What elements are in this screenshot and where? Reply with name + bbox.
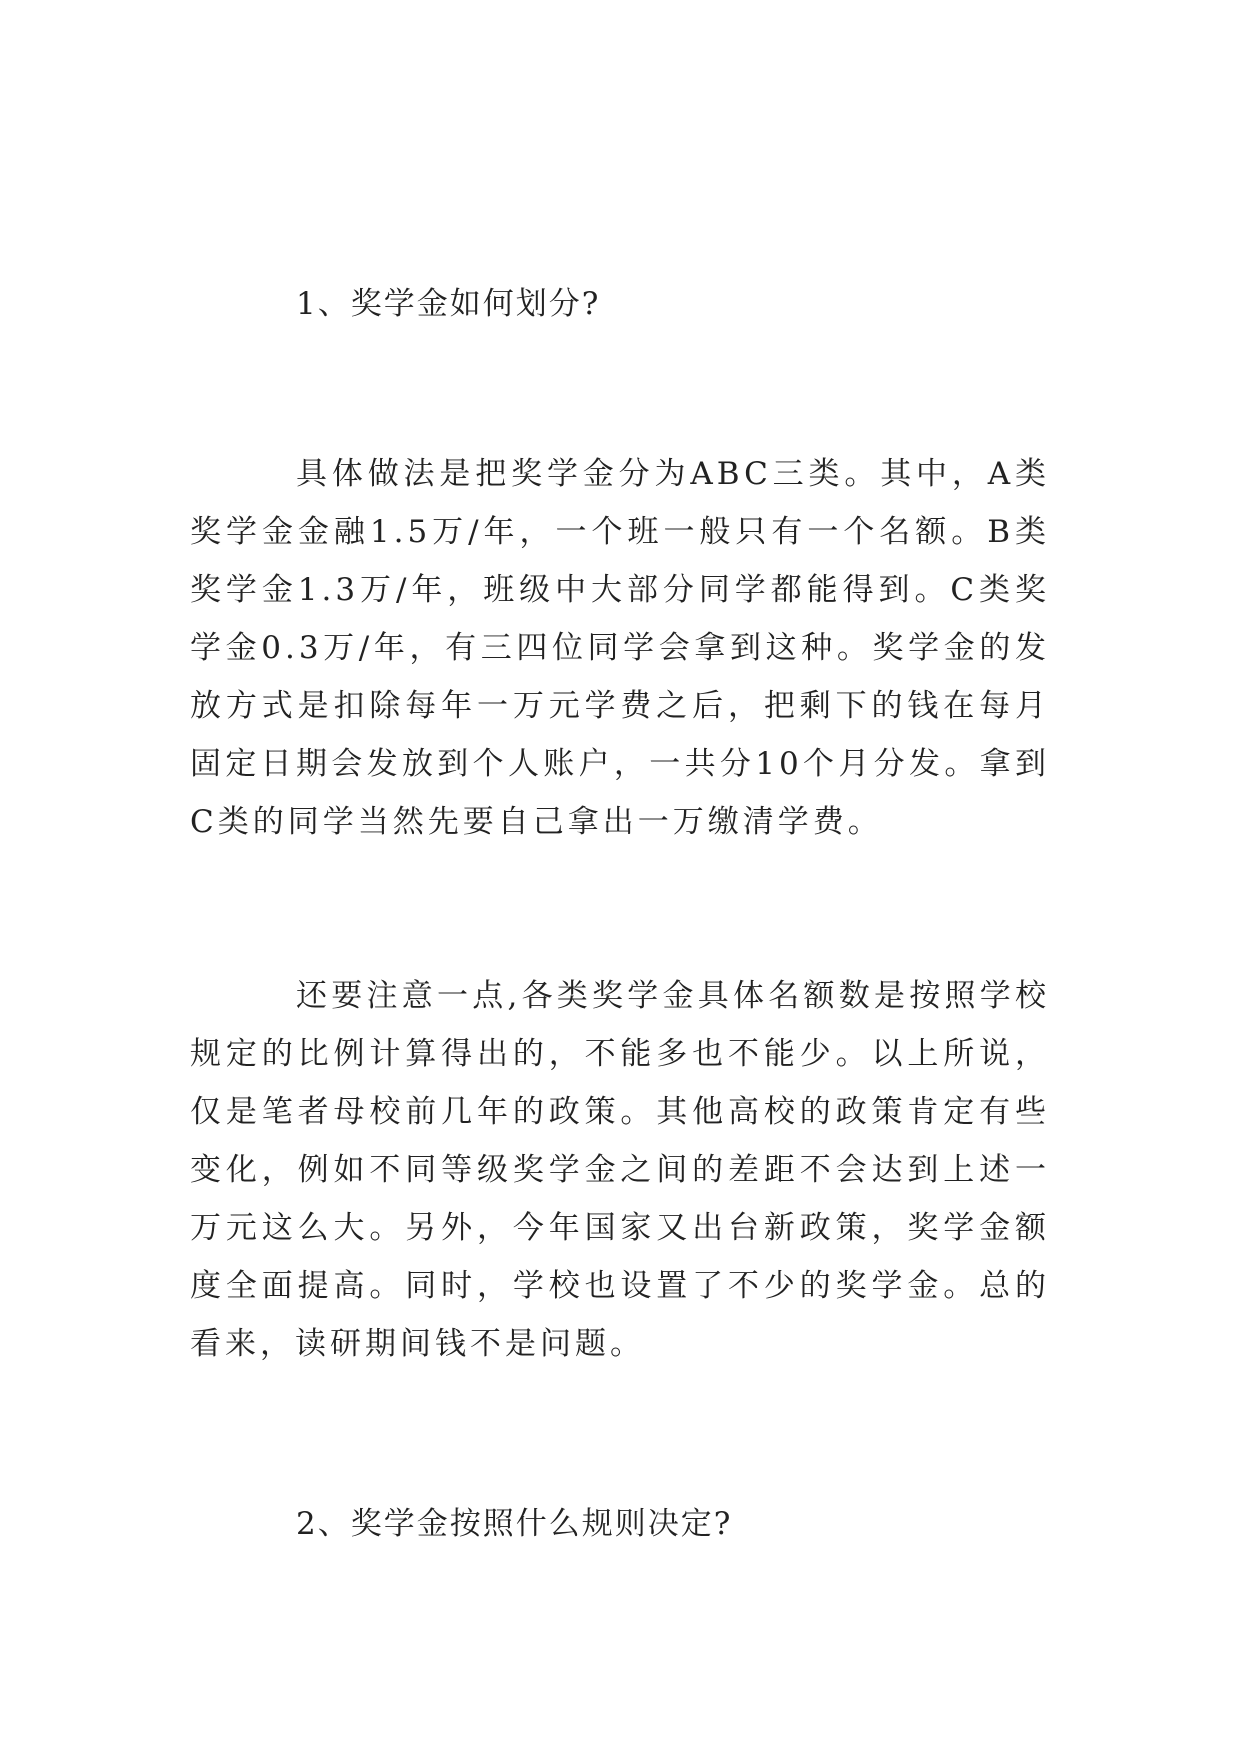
section-heading-2: 2、奖学金按照什么规则决定? xyxy=(296,1506,733,1542)
paragraph-scholarship-categories: 具体做法是把奖学金分为ABC三类。其中，A类奖学金金融1.5万/年，一个班一般只有一个名额。B类奖学金1.3万/年，班级中大部分同学都能得到。C类奖学金0.3万/年，有三四位同学会拿到这种。奖学金的发放方式是扣除每年一万元学费之后，把剩下的钱在每月固定日期会发放到个人账户，一共分10个月分发。拿到C类的同学当然先要自己拿出一万缴清学费。 xyxy=(190,456,1050,840)
paragraph-quota-note: 还要注意一点,各类奖学金具体名额数是按照学校规定的比例计算得出的，不能多也不能少。以上所说，仅是笔者母校前几年的政策。其他高校的政策肯定有些变化，例如不同等级奖学金之间的差距不会达到上述一万元这么大。另外，今年国家又出台新政策，奖学金额度全面提高。同时，学校也设置了不少的奖学金。总的看来，读研期间钱不是问题。 xyxy=(190,978,1050,1362)
section-heading-1: 1、奖学金如何划分? xyxy=(296,286,601,322)
